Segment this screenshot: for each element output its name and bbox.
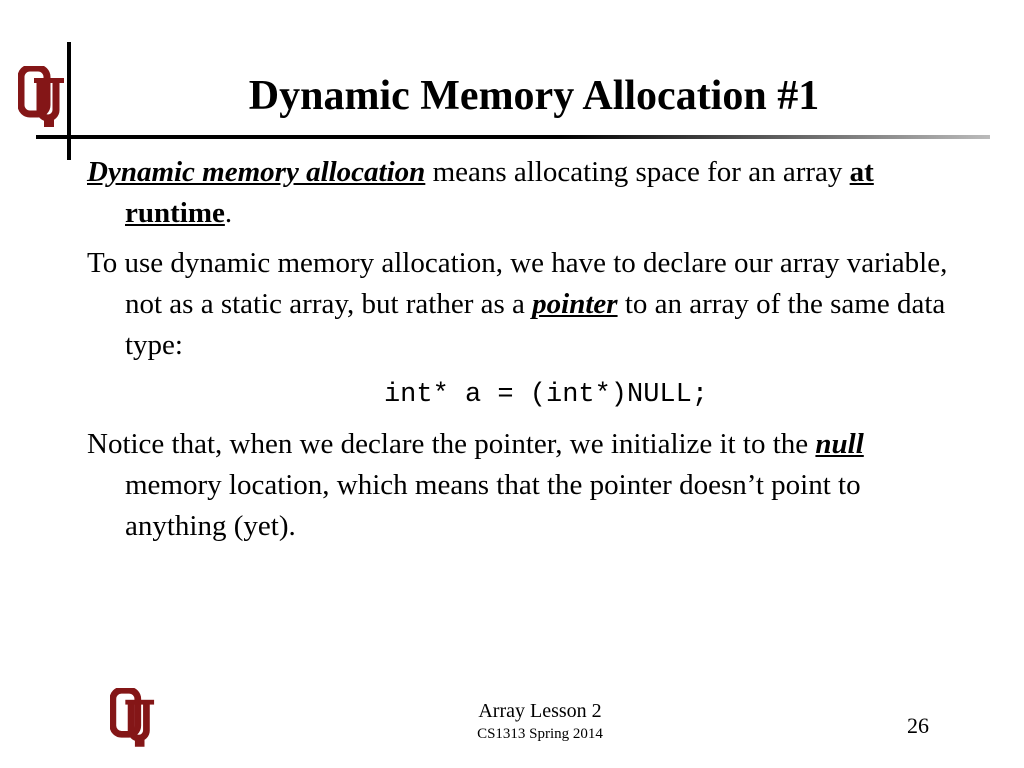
slide-body — [87, 152, 967, 556]
emphasis-null: null — [815, 428, 864, 460]
paragraph-definition — [87, 152, 967, 234]
paragraph-text: . — [224, 197, 233, 229]
paragraph-text: means allocating space for an array — [425, 156, 850, 188]
code-example: int* a = (int*)NULL; — [383, 380, 709, 410]
paragraph-usage — [87, 243, 967, 366]
paragraph-notice — [87, 424, 967, 547]
term-dynamic-memory-allocation: Dynamic memory allocation — [87, 156, 426, 188]
page-number: 26 — [907, 713, 929, 738]
header-vertical-rule — [67, 42, 71, 160]
emphasis-pointer: pointer — [532, 288, 618, 320]
paragraph-text: Notice that, when we declare the pointer, we initialize it to the — [87, 428, 816, 460]
header-horizontal-rule — [36, 135, 990, 139]
paragraph-text: to an array of the same data type: — [125, 288, 946, 361]
paragraph-text: memory location, which means that the pointer doesn’t point to anything (yet). — [125, 469, 861, 542]
footer-course: CS1313 Spring 2014 — [477, 726, 603, 742]
footer-lesson: Array Lesson 2 — [478, 700, 602, 722]
footer-course-info — [440, 699, 640, 745]
ou-logo-icon — [18, 66, 66, 128]
ou-logo-icon — [110, 688, 156, 748]
emphasis-at-runtime: at runtime — [125, 156, 874, 229]
slide-title: Dynamic Memory Allocation #1 — [248, 73, 820, 119]
paragraph-text: To use dynamic memory allocation, we have to declare our array variable, not as a static array, but rather as a — [87, 247, 948, 320]
